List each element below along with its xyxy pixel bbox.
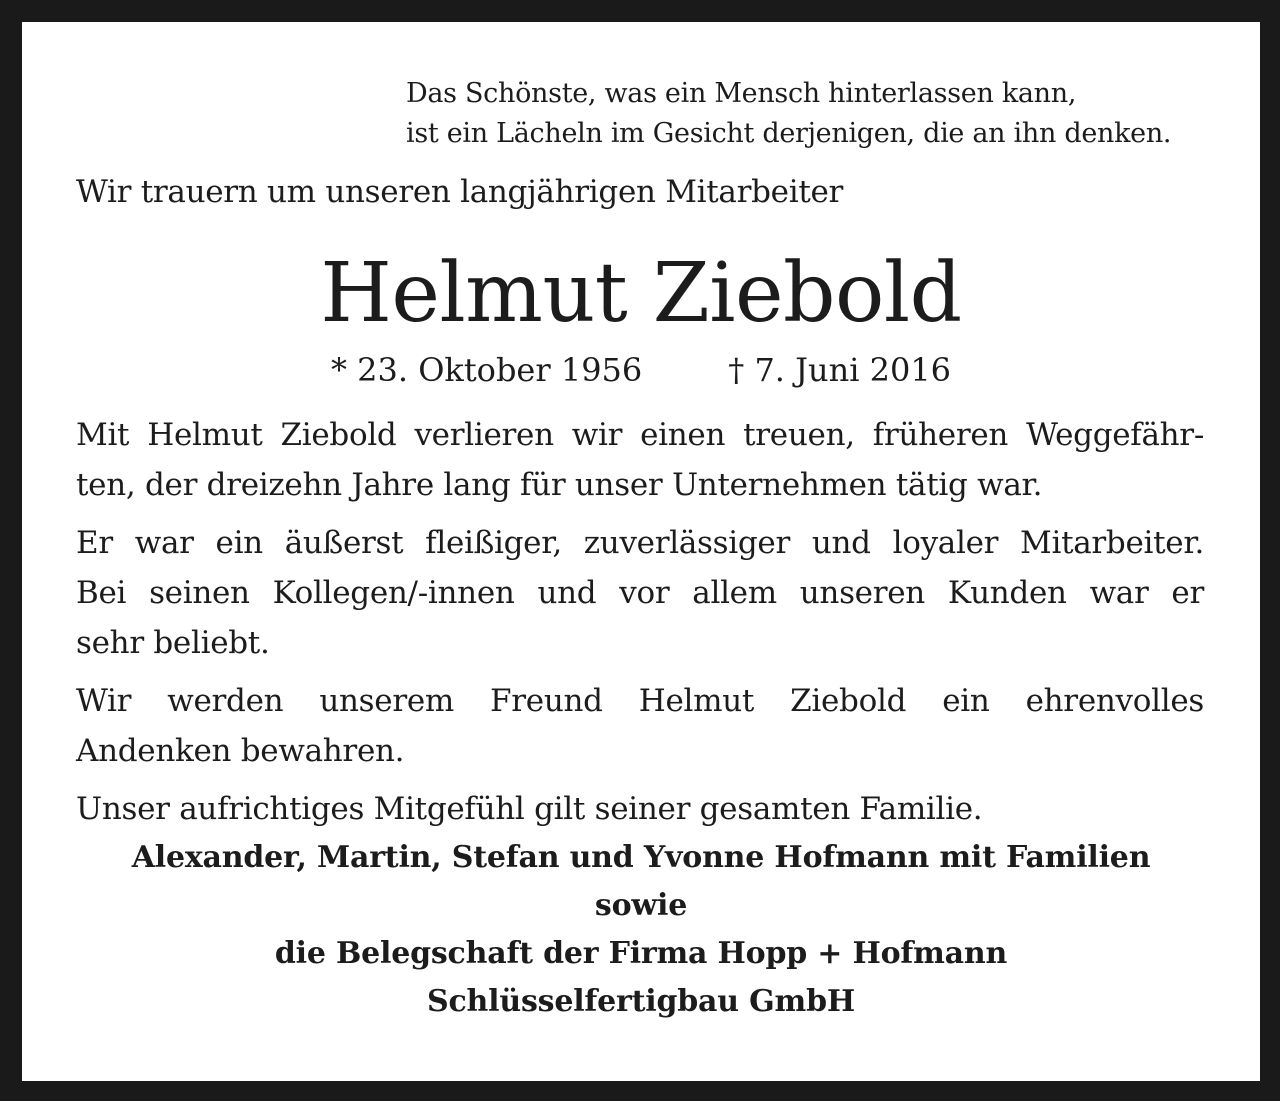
paragraph <box>76 410 1204 510</box>
deceased-name: Helmut Ziebold <box>320 246 962 341</box>
signature-line: Schlüsselfertigbau GmbH <box>427 984 855 1019</box>
text-line: Andenken bewahren. <box>76 733 405 769</box>
epigraph-quote <box>406 74 1171 154</box>
signature-block <box>22 834 1260 1026</box>
text-line: Unser aufrichtiges Mitgefühl gilt seiner gesamten Familie. <box>76 791 983 827</box>
intro-text: Wir trauern um unseren langjährigen Mitarbeiter <box>76 174 844 210</box>
paragraph <box>76 676 1204 776</box>
signature-line: sowie <box>594 888 688 923</box>
obituary-body <box>76 410 1204 842</box>
text-line: sehr beliebt. <box>76 625 270 661</box>
text-line: ten, der dreizehn Jahre lang für unser Unternehmen tätig war. <box>76 467 1043 503</box>
quote-line: ist ein Lächeln im Gesicht derjenigen, die an ihn denken. <box>406 118 1172 149</box>
text-line: Bei seinen Kollegen/-innen und vor allem unseren Kunden war er <box>76 575 1204 611</box>
life-dates <box>22 348 1260 392</box>
text-line: Mit Helmut Ziebold verlieren wir einen treuen, früheren Weggefähr- <box>76 417 1204 453</box>
birth-date: * 23. Oktober 1956 <box>330 351 643 389</box>
text-line: Er war ein äußerst fleißiger, zuverlässiger und loyaler Mitarbeiter. <box>76 525 1204 561</box>
paragraph <box>76 518 1204 668</box>
text-line: Wir werden unserem Freund Helmut Ziebold ein ehrenvolles <box>76 683 1204 719</box>
quote-line: Das Schönste, was ein Mensch hinterlassen kann, <box>406 78 1077 109</box>
obituary-notice <box>22 22 1260 1081</box>
paragraph <box>76 784 1204 834</box>
signature-line: Alexander, Martin, Stefan und Yvonne Hofmann mit Familien <box>131 840 1151 875</box>
death-date: † 7. Juni 2016 <box>728 351 952 389</box>
signature-line: die Belegschaft der Firma Hopp + Hofmann <box>274 936 1008 971</box>
